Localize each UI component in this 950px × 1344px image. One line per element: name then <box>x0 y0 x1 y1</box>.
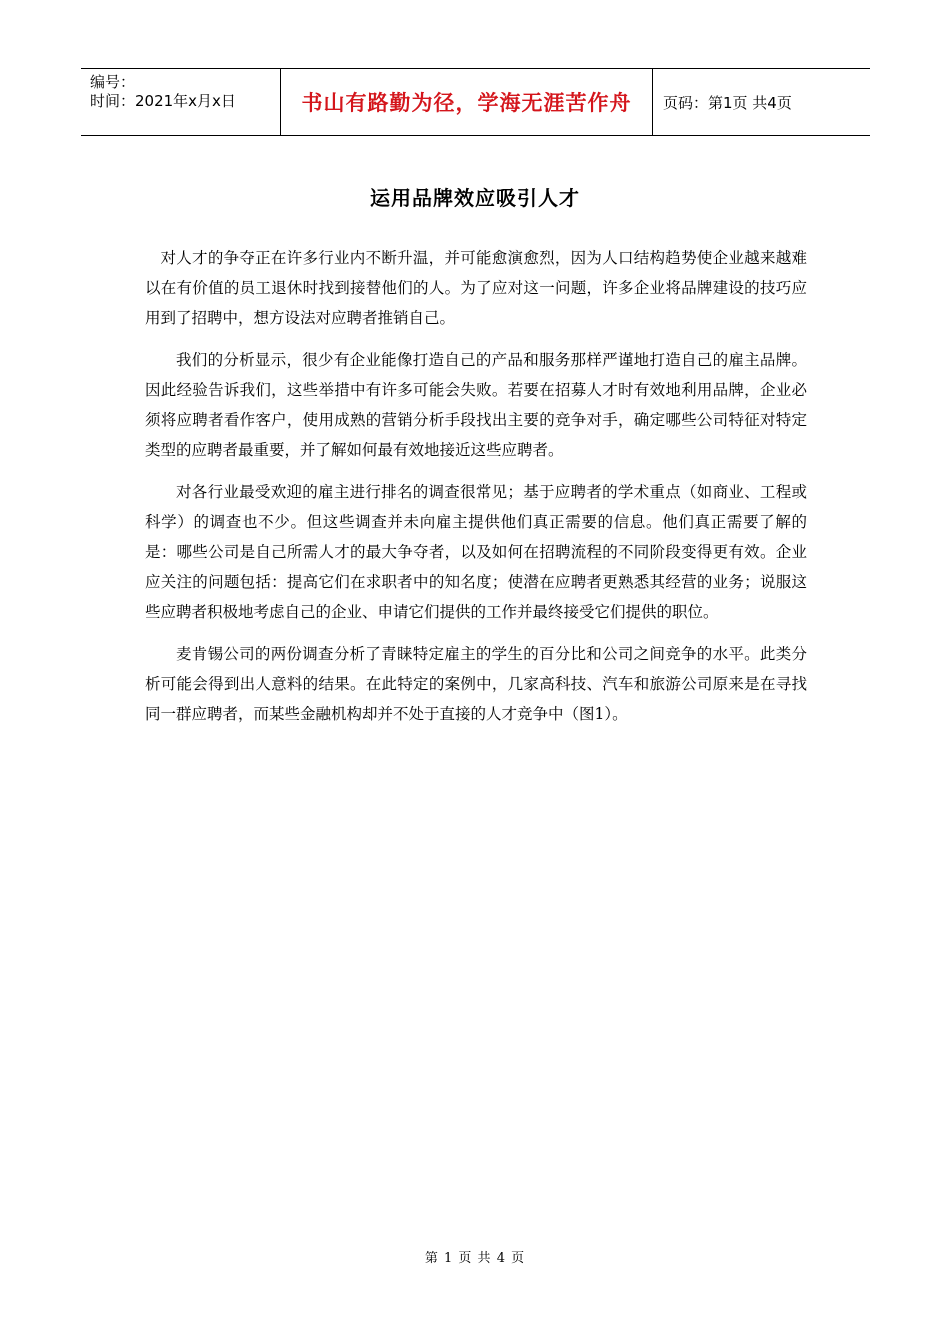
header-meta-cell <box>81 69 281 135</box>
header-page-info: 页码：第1页 共4页 <box>663 93 792 112</box>
paragraph-1: 对人才的争夺正在许多行业内不断升温，并可能愈演愈烈，因为人口结构趋势使企业越来越难以在有价值的员工退休时找到接替他们的人。为了应对这一问题，许多企业将品牌建设的技巧应用到了招聘中，想方设法对应聘者推销自己。 <box>145 249 807 327</box>
paragraph-3: 对各行业最受欢迎的雇主进行排名的调查很常见；基于应聘者的学术重点（如商业、工程或科学）的调查也不少。但这些调查并未向雇主提供他们真正需要的信息。他们真正需要了解的是：哪些公司是自己所需人才的最大争夺者，以及如何在招聘流程的不同阶段变得更有效。企业应关注的问题包括：提高它们在求职者中的知名度；使潜在应聘者更熟悉其经营的业务；说服这些应聘者积极地考虑自己的企业、申请它们提供的工作并最终接受它们提供的职位。 <box>145 483 807 621</box>
header-motto: 书山有路勤为径，学海无涯苦作舟 <box>281 69 653 135</box>
paragraph-2: 我们的分析显示，很少有企业能像打造自己的产品和服务那样严谨地打造自己的雇主品牌。因此经验告诉我们，这些举措中有许多可能会失败。若要在招募人才时有效地利用品牌，企业必须将应聘者看作客户，使用成熟的营销分析手段找出主要的竞争对手，确定哪些公司特征对特定类型的应聘者最重要，并了解如何最有效地接近这些应聘者。 <box>145 351 807 459</box>
document-date: 时间：2021年x月x日 <box>90 92 236 110</box>
page-footer: 第 1 页 共 4 页 <box>424 1251 526 1266</box>
document-number-label: 编号： <box>90 73 136 91</box>
document-body <box>145 243 807 741</box>
header-table <box>81 68 870 136</box>
document-title: 运用品牌效应吸引人才 <box>370 186 580 210</box>
paragraph-4: 麦肯锡公司的两份调查分析了青睐特定雇主的学生的百分比和公司之间竞争的水平。此类分析可能会得到出人意料的结果。在此特定的案例中，几家高科技、汽车和旅游公司原来是在寻找同一群应聘者，而某些金融机构却并不处于直接的人才竞争中（图1）。 <box>145 645 807 723</box>
